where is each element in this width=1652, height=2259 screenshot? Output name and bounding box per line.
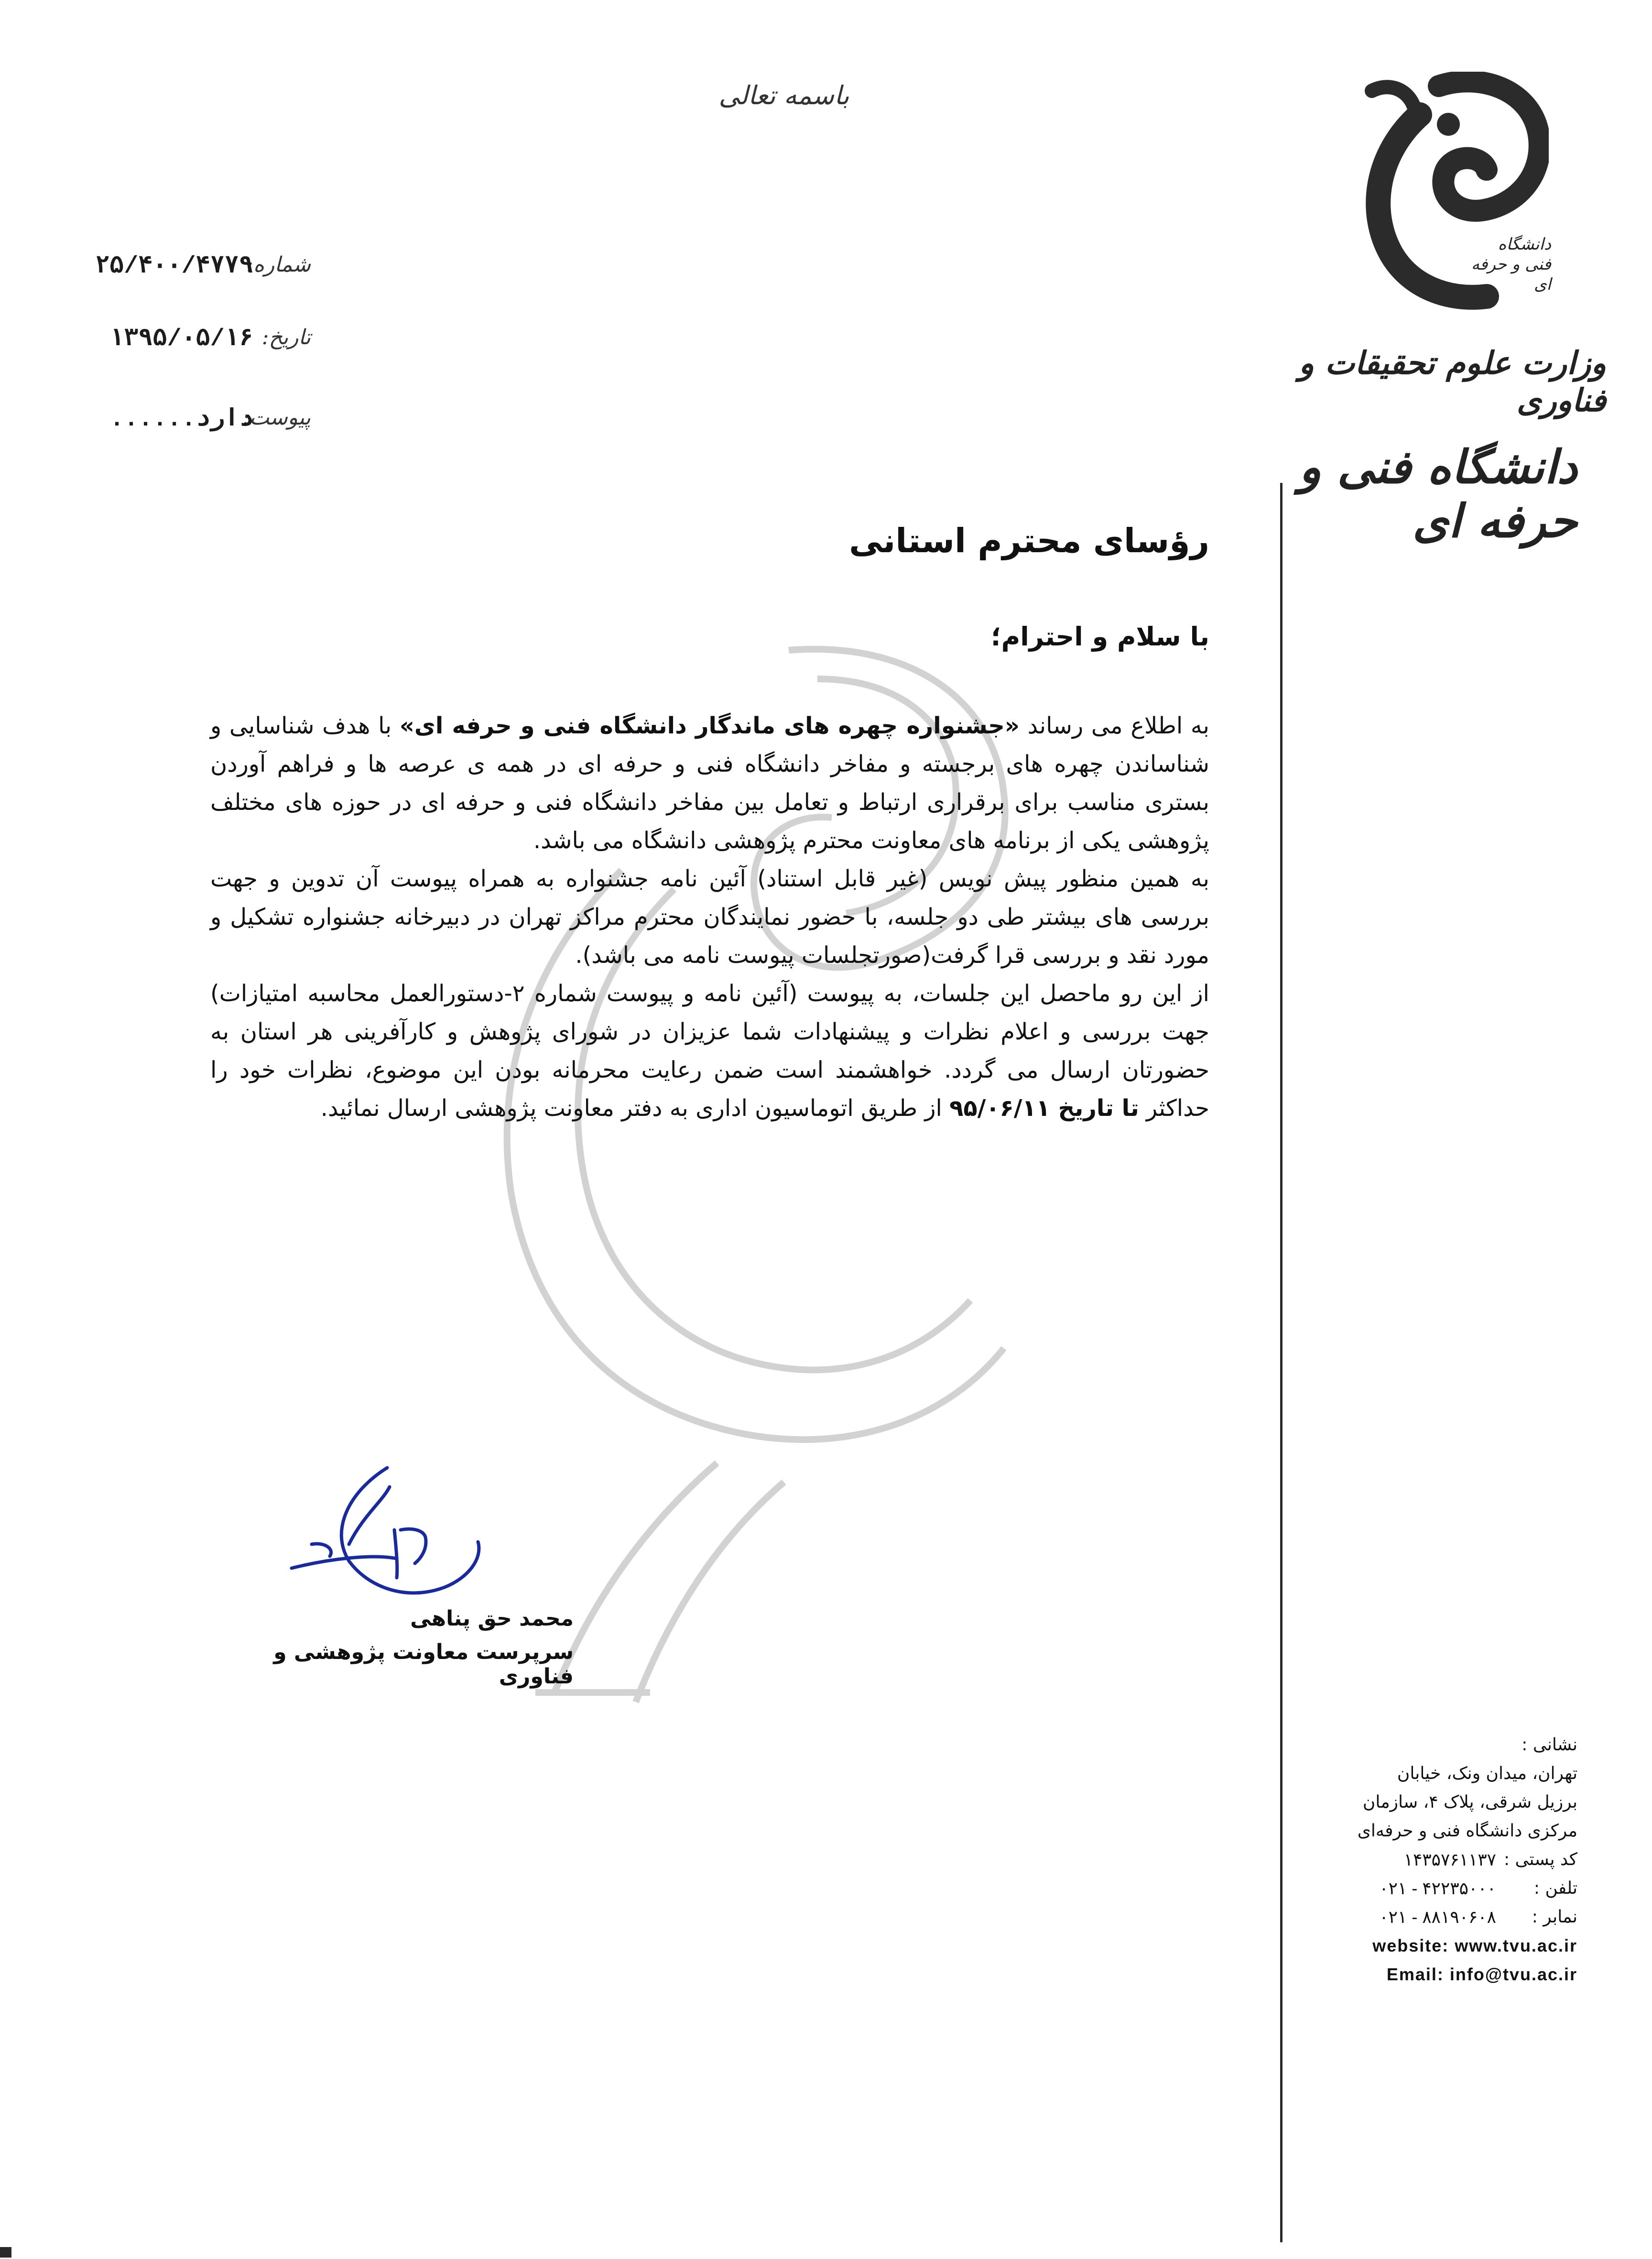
deadline-date: تا تاریخ ۹۵/۰۶/۱۱: [949, 1095, 1139, 1122]
paragraph-1-intro: به اطلاع می رساند: [1019, 712, 1210, 739]
attachment-label: پیوست:: [242, 405, 311, 430]
handwritten-signature: [277, 1458, 497, 1616]
logo-caption-line2: فنی و حرفه ای: [1471, 255, 1551, 294]
margin-divider: [1280, 483, 1282, 2242]
phone-label: تلفن :: [1533, 1878, 1577, 1898]
phone: [1319, 1874, 1577, 1903]
fax: [1319, 1903, 1577, 1932]
letter-date: [86, 325, 325, 368]
address-label: نشانی :: [1522, 1735, 1577, 1755]
letter-date-label: تاریخ:: [261, 325, 311, 349]
paragraph-1-rest: با هدف شناسایی و شناساندن چهره های برجسته و مفاخر دانشگاه فنی و حرفه ای در همه ی عرصه ها و فراهم آوردن بستری مناسب برای برقراری ارتباط و تعامل بین مفاخر دانشگاه فنی و حرفه ای در حوزه های مختلف پژوهشی یکی از برنامه های معاونت محترم پژوهشی دانشگاه می باشد.: [210, 712, 1209, 854]
signer-name: محمد حق پناهی: [410, 1606, 574, 1631]
paragraph-3-rest: از طریق اتوماسیون اداری به دفتر معاونت پژوهشی ارسال نمائید.: [320, 1095, 950, 1122]
address-line-1: تهران، میدان ونک، خیابان: [1397, 1764, 1577, 1783]
attachment-value: دارد......: [109, 406, 253, 433]
letter-attachment: [86, 405, 325, 448]
letter-number: [86, 252, 325, 295]
university-name: دانشگاه فنی و حرفه ای: [1299, 440, 1577, 548]
paragraph-3: [210, 974, 1209, 1127]
website-link[interactable]: website: www.tvu.ac.ir: [1372, 1936, 1577, 1955]
fax-value: ۰۲۱ - ۸۸۱۹۰۶۰۸: [1379, 1907, 1496, 1927]
paragraph-3-intro: از این رو ماحصل این جلسات، به پیوست (آئین نامه و پیوست شماره ۲-دستورالعمل محاسبه امتیازات) جهت بررسی و اعلام نظرات و پیشنهادات شما عزیزان در شورای پژوهش و کارآفرینی هر استان به حضورتان ارسال می گردد. خواهشمند است ضمن رعایت محرمانه بودن این موضوع، نظرات خود را حداکثر: [210, 980, 1210, 1122]
bismillah-heading: باسمه تعالی: [718, 80, 849, 110]
ministry-name: وزارت علوم تحقیقات و فناوری: [1299, 344, 1606, 419]
scan-corner-mark: [0, 2247, 11, 2258]
fax-label: نمابر :: [1532, 1907, 1577, 1927]
festival-name: «جشنواره چهره های ماندگار دانشگاه فنی و حرفه ای»: [399, 712, 1020, 739]
contact-info: [1319, 1731, 1577, 1989]
signer-title: سرپرست معاونت پژوهشی و فناوری: [273, 1640, 574, 1689]
paragraph-1: [210, 707, 1209, 860]
letter-number-label: شماره:: [246, 252, 311, 277]
postal-code: [1319, 1845, 1577, 1874]
logo-caption-line1: دانشگاه: [1498, 235, 1551, 254]
address-line-2: برزیل شرقی، پلاک ۴، سازمان: [1362, 1792, 1577, 1812]
greeting: با سلام و احترام؛: [991, 622, 1209, 652]
phone-value: ۰۲۱ - ۴۲۲۳۵۰۰۰: [1379, 1878, 1496, 1898]
email-link[interactable]: Email: info@tvu.ac.ir: [1386, 1964, 1577, 1984]
letter-body: [210, 707, 1209, 1127]
postal-code-value: ۱۴۳۵۷۶۱۱۳۷: [1403, 1850, 1496, 1869]
paragraph-2: به همین منظور پیش نویس (غیر قابل استناد) آئین نامه جشنواره به همراه پیوست آن تدوین و جهت بررسی های بیشتر طی دو جلسه، با حضور نمایندگان محترم مراکز تهران در دبیرخانه جشنواره تشکیل و مورد نقد و بررسی قرا گرفت(صورتجلسات پیوست نامه می باشد).: [210, 865, 1209, 969]
address-line-3: مرکزی دانشگاه فنی و حرفه‌ای: [1357, 1821, 1577, 1841]
letter-number-value: ۲۵/۴۰۰/۴۷۷۹: [95, 253, 253, 280]
logo-caption: [1456, 234, 1551, 295]
letter-date-value: ۱۳۹۵/۰۵/۱۶: [109, 326, 253, 353]
postal-code-label: کد پستی :: [1503, 1850, 1577, 1869]
recipient-heading: رؤسای محترم استانی: [849, 521, 1209, 560]
